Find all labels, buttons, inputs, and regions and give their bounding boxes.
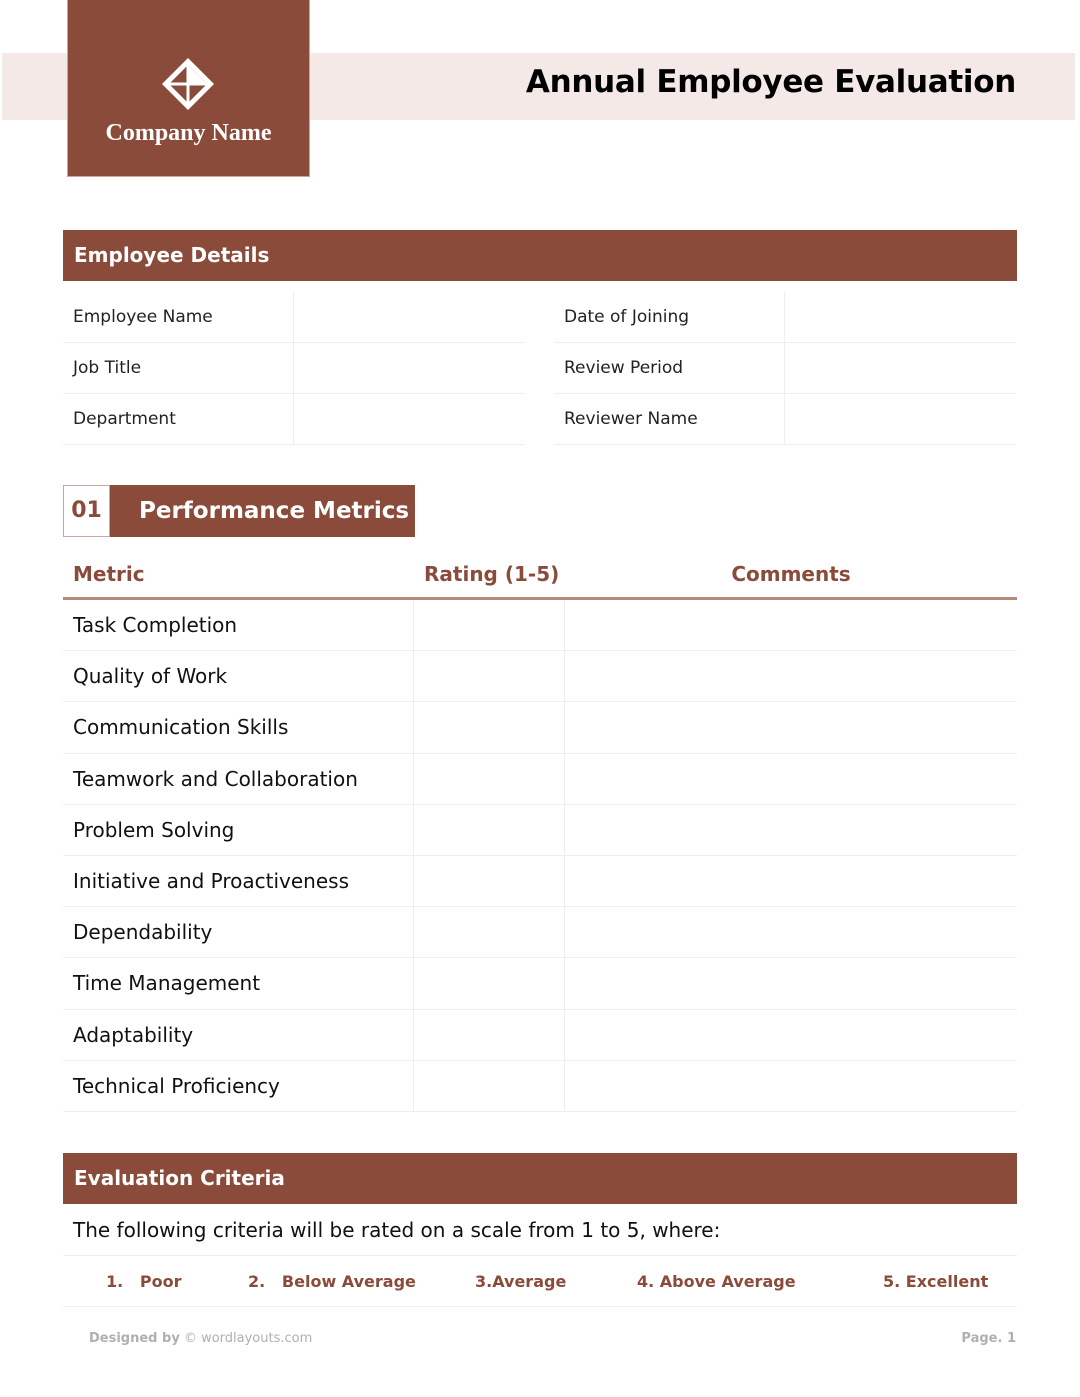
- metric-name: Communication Skills: [63, 702, 414, 752]
- metric-name: Initiative and Proactiveness: [63, 856, 414, 906]
- rating-cell[interactable]: [414, 651, 565, 701]
- comments-cell[interactable]: [565, 651, 1017, 701]
- table-row: [63, 600, 1017, 651]
- comments-cell[interactable]: [565, 856, 1017, 906]
- company-logo-block: [67, 0, 310, 177]
- employee-details-left: [63, 292, 525, 445]
- page-number: Page. 1: [961, 1331, 1016, 1346]
- comments-cell[interactable]: [565, 958, 1017, 1008]
- evaluation-criteria-header: Evaluation Criteria: [63, 1153, 1017, 1204]
- comments-cell[interactable]: [565, 805, 1017, 855]
- rating-cell[interactable]: [414, 805, 565, 855]
- review-period-field[interactable]: [785, 343, 1016, 393]
- detail-row: [63, 343, 525, 394]
- table-row: [63, 754, 1017, 805]
- rating-cell[interactable]: [414, 754, 565, 804]
- scale-item-below-average: 2. Below Average: [248, 1272, 416, 1291]
- comments-cell[interactable]: [565, 702, 1017, 752]
- metric-name: Task Completion: [63, 600, 414, 650]
- employee-name-field[interactable]: [294, 292, 525, 342]
- rating-cell[interactable]: [414, 856, 565, 906]
- comments-cell[interactable]: [565, 1061, 1017, 1111]
- table-row: [63, 856, 1017, 907]
- employee-name-label: Employee Name: [63, 292, 294, 342]
- detail-row: [63, 394, 525, 445]
- table-row: [63, 651, 1017, 702]
- job-title-field[interactable]: [294, 343, 525, 393]
- detail-row: [554, 292, 1016, 343]
- comments-cell[interactable]: [565, 600, 1017, 650]
- review-period-label: Review Period: [554, 343, 785, 393]
- rating-cell[interactable]: [414, 958, 565, 1008]
- column-header-rating: Rating (1-5): [424, 562, 560, 586]
- metric-name: Quality of Work: [63, 651, 414, 701]
- column-header-metric: Metric: [73, 562, 145, 586]
- criteria-intro: The following criteria will be rated on a scale from 1 to 5, where:: [63, 1204, 1017, 1256]
- designed-by-site: © wordlayouts.com: [183, 1331, 313, 1346]
- date-of-joining-field[interactable]: [785, 292, 1016, 342]
- department-field[interactable]: [294, 394, 525, 444]
- scale-item-above-average: 4. Above Average: [637, 1272, 796, 1291]
- date-of-joining-label: Date of Joining: [554, 292, 785, 342]
- rating-cell[interactable]: [414, 1061, 565, 1111]
- employee-details-right: [554, 292, 1016, 445]
- metric-name: Technical Proficiency: [63, 1061, 414, 1111]
- section-title: Performance Metrics: [110, 485, 415, 537]
- table-row: [63, 958, 1017, 1009]
- detail-row: [554, 394, 1016, 445]
- comments-cell[interactable]: [565, 754, 1017, 804]
- metric-name: Time Management: [63, 958, 414, 1008]
- rating-cell[interactable]: [414, 600, 565, 650]
- metric-name: Adaptability: [63, 1010, 414, 1060]
- comments-cell[interactable]: [565, 1010, 1017, 1060]
- detail-row: [63, 292, 525, 343]
- metric-name: Problem Solving: [63, 805, 414, 855]
- table-row: [63, 1061, 1017, 1112]
- document-title: Annual Employee Evaluation: [525, 64, 1016, 100]
- table-row: [63, 907, 1017, 958]
- rating-scale: [63, 1256, 1017, 1307]
- table-row: [63, 1010, 1017, 1061]
- performance-metrics-table: [63, 550, 1017, 1112]
- table-row: [63, 805, 1017, 856]
- department-label: Department: [63, 394, 294, 444]
- reviewer-name-field[interactable]: [785, 394, 1016, 444]
- detail-row: [554, 343, 1016, 394]
- table-header: [63, 550, 1017, 600]
- metric-name: Dependability: [63, 907, 414, 957]
- rating-cell[interactable]: [414, 1010, 565, 1060]
- performance-metrics-header: [63, 485, 415, 537]
- reviewer-name-label: Reviewer Name: [554, 394, 785, 444]
- scale-item-excellent: 5. Excellent: [883, 1272, 989, 1291]
- employee-details-header: Employee Details: [63, 230, 1017, 281]
- footer-credit: [89, 1331, 312, 1346]
- section-number: 01: [63, 485, 110, 537]
- company-name: Company Name: [105, 120, 272, 146]
- column-header-comments: Comments: [731, 562, 851, 586]
- comments-cell[interactable]: [565, 907, 1017, 957]
- scale-item-average: 3.Average: [475, 1272, 567, 1291]
- table-row: [63, 702, 1017, 753]
- diamond-logo-icon: [160, 56, 216, 112]
- designed-by-label: Designed by: [89, 1331, 180, 1346]
- rating-cell[interactable]: [414, 907, 565, 957]
- scale-item-poor: 1. Poor: [106, 1272, 182, 1291]
- rating-cell[interactable]: [414, 702, 565, 752]
- job-title-label: Job Title: [63, 343, 294, 393]
- metric-name: Teamwork and Collaboration: [63, 754, 414, 804]
